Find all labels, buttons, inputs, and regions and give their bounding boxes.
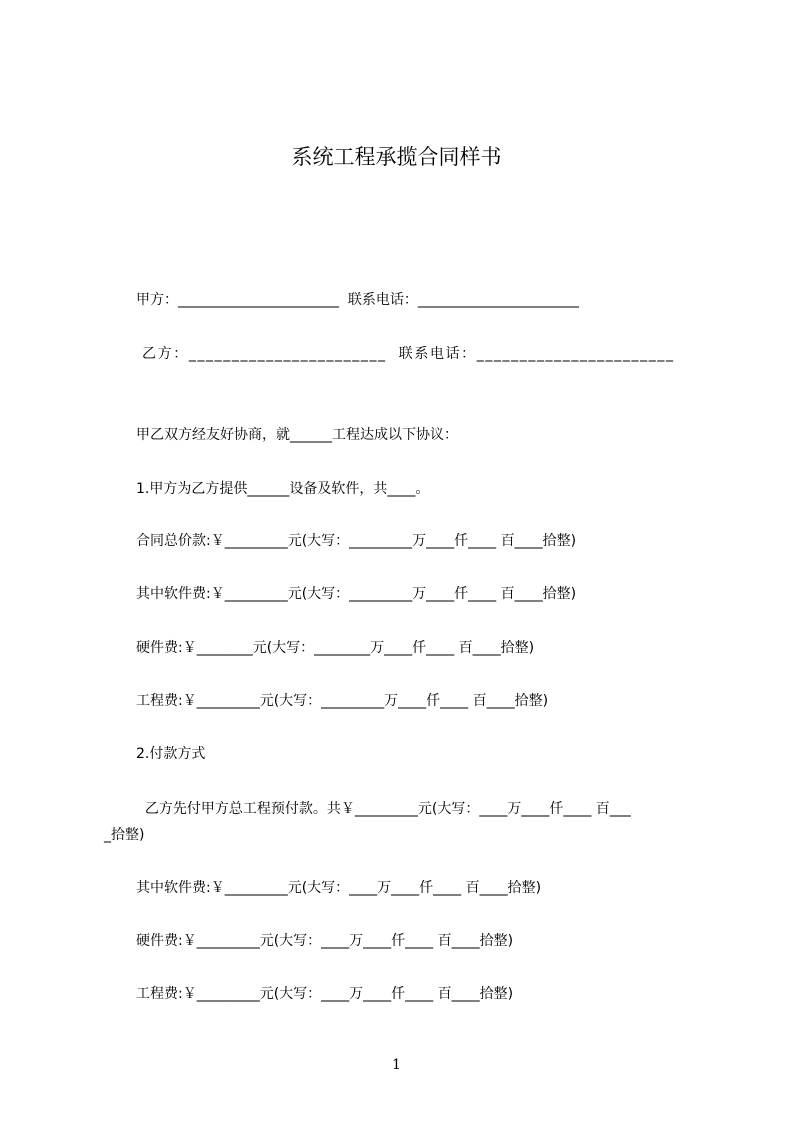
intro-paragraph: 甲乙双方经友好协商，就______工程达成以下协议：: [136, 427, 458, 443]
party-b-line: 乙方：_______________________ 联系电话：_______________________: [136, 346, 675, 362]
clause-1-heading: 1.甲方为乙方提供______设备及软件，共____。: [136, 481, 430, 497]
prepayment-line-1: 乙方先付甲方总工程预付款。共￥_________元(大写：____万____仟____ 百___: [136, 801, 631, 817]
total-price-line: 合同总价款:￥_________元(大写：_________万____仟____ 百____拾整): [136, 533, 577, 549]
page-title: 系统工程承揽合同样书: [291, 145, 502, 169]
clause-2-heading: 2.付款方式: [136, 746, 206, 762]
engineering-fee-line: 工程费:￥_________元(大写：_________万____仟____ 百____拾整): [136, 693, 549, 709]
hardware-fee-line: 硬件费:￥________元(大写：________万____仟____ 百____拾整): [136, 640, 535, 656]
party-a-line: 甲方：_______________________ 联系电话：_______________________: [136, 292, 579, 308]
software-fee-line: 其中软件费:￥_________元(大写：_________万____仟____ 百____拾整): [136, 586, 577, 602]
prepay-software-fee-line: 其中软件费:￥_________元(大写：____万____仟____ 百____拾整): [136, 880, 542, 896]
prepay-hardware-fee-line: 硬件费:￥_________元(大写：____万____仟____ 百____拾整): [136, 933, 514, 949]
page-number: 1: [392, 1057, 401, 1073]
prepay-engineering-fee-line: 工程费:￥_________元(大写：____万____仟____ 百____拾整): [136, 986, 514, 1002]
prepayment-line-2: _拾整): [104, 827, 145, 843]
